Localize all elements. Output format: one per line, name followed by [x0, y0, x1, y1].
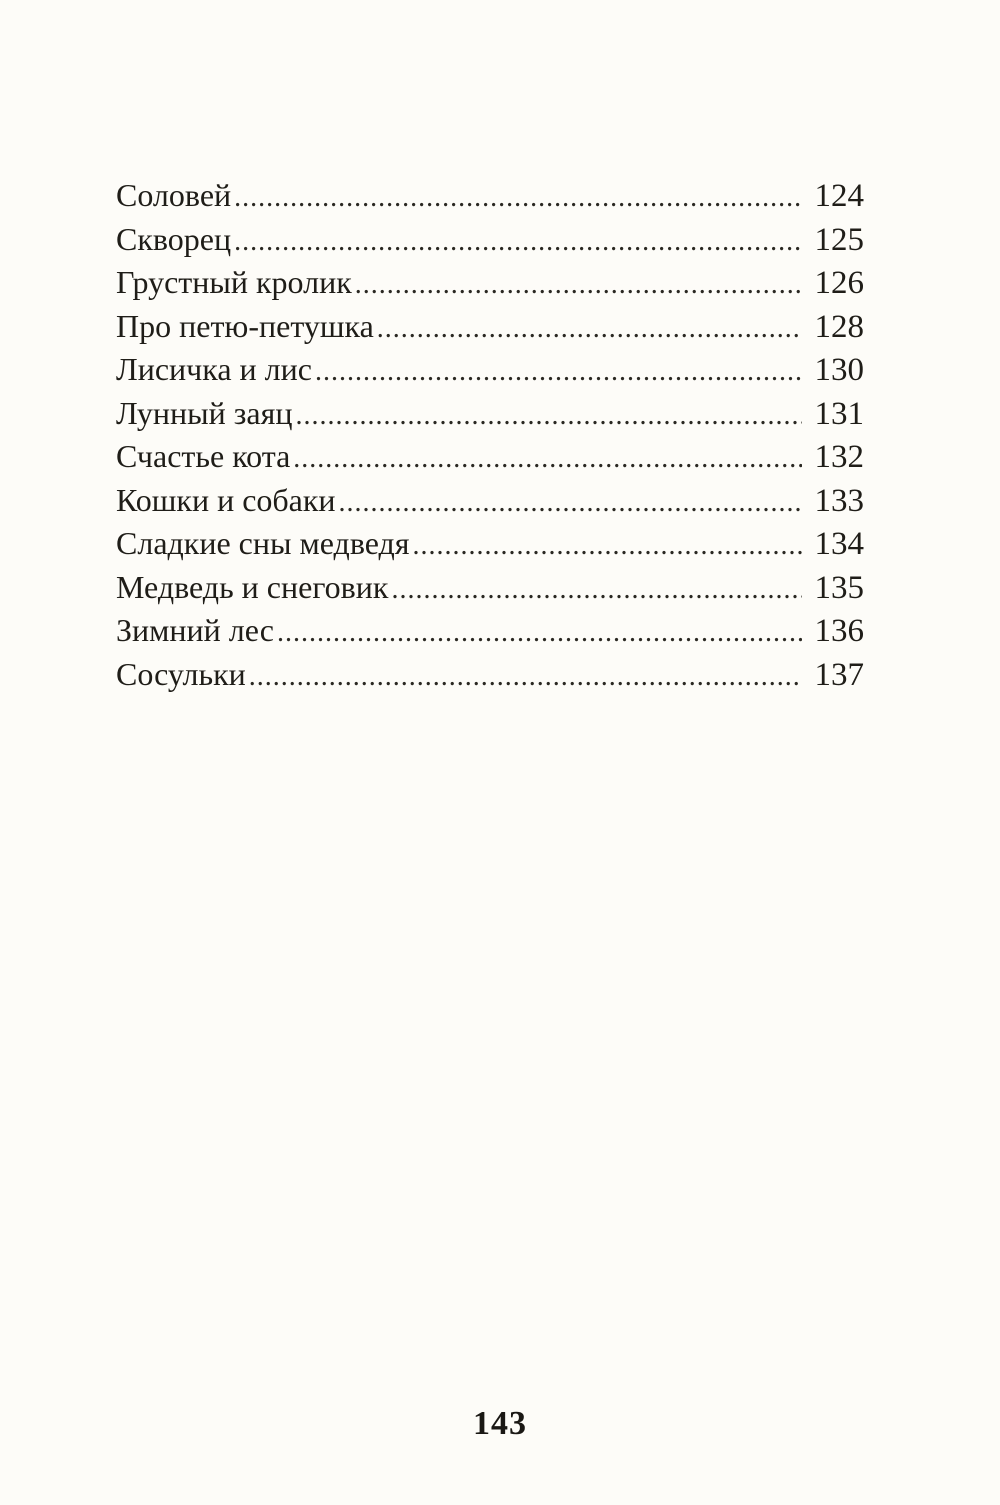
toc-entry-title: Лунный заяц: [116, 394, 293, 431]
toc-entry[interactable]: [116, 392, 864, 436]
toc-entry-title: Зимний лес: [116, 612, 274, 648]
dot-leader: [234, 176, 802, 218]
toc-entry-page: 125: [814, 221, 864, 258]
toc-entry-title: Сладкие сны медведя: [116, 525, 410, 561]
dot-leader: [295, 394, 802, 436]
toc-entry-title: Про петю-петушка: [116, 307, 374, 344]
toc-entry[interactable]: [116, 566, 864, 610]
dot-leader: [413, 524, 802, 566]
dot-leader: [377, 307, 802, 349]
toc-entry-title: Соловей: [116, 177, 232, 213]
toc-entry-page: 131: [814, 395, 864, 432]
toc-entry-title: Скворец: [116, 220, 232, 257]
toc-entry-title: Сосульки: [116, 655, 246, 692]
toc-entry-page: 124: [814, 178, 864, 214]
toc-entry[interactable]: [116, 522, 864, 566]
dot-leader: [249, 655, 802, 697]
dot-leader: [355, 263, 802, 305]
toc-entry[interactable]: [116, 174, 864, 218]
dot-leader: [339, 481, 802, 523]
toc-entry-title: Грустный кролик: [116, 264, 352, 300]
toc-entry-page: 136: [814, 613, 864, 649]
toc-entry[interactable]: [116, 609, 864, 653]
toc-entry[interactable]: [116, 348, 864, 392]
toc-entry[interactable]: [116, 435, 864, 479]
dot-leader: [234, 220, 802, 262]
toc-entry-title: Лисичка и лис: [116, 351, 312, 387]
toc-entry[interactable]: [116, 479, 864, 523]
dot-leader: [315, 350, 802, 392]
toc-entry-page: 135: [814, 569, 864, 606]
toc-entry[interactable]: [116, 218, 864, 262]
toc-entry-title: Медведь и снеговик: [116, 568, 389, 605]
page-number: 143: [473, 1405, 527, 1442]
toc-entry-page: 126: [814, 265, 864, 301]
toc-entry-page: 130: [814, 352, 864, 388]
toc-entry[interactable]: [116, 305, 864, 349]
toc-entry[interactable]: [116, 261, 864, 305]
dot-leader: [277, 611, 802, 653]
table-of-contents: [116, 174, 864, 696]
toc-entry-page: 132: [814, 439, 864, 475]
toc-entry[interactable]: [116, 653, 864, 697]
toc-entry-title: Кошки и собаки: [116, 481, 336, 518]
dot-leader: [391, 568, 802, 610]
toc-entry-title: Счастье кота: [116, 438, 291, 474]
toc-entry-page: 134: [814, 526, 864, 562]
toc-entry-page: 128: [814, 308, 864, 345]
dot-leader: [293, 437, 802, 479]
toc-entry-page: 137: [814, 656, 864, 693]
toc-entry-page: 133: [814, 482, 864, 519]
